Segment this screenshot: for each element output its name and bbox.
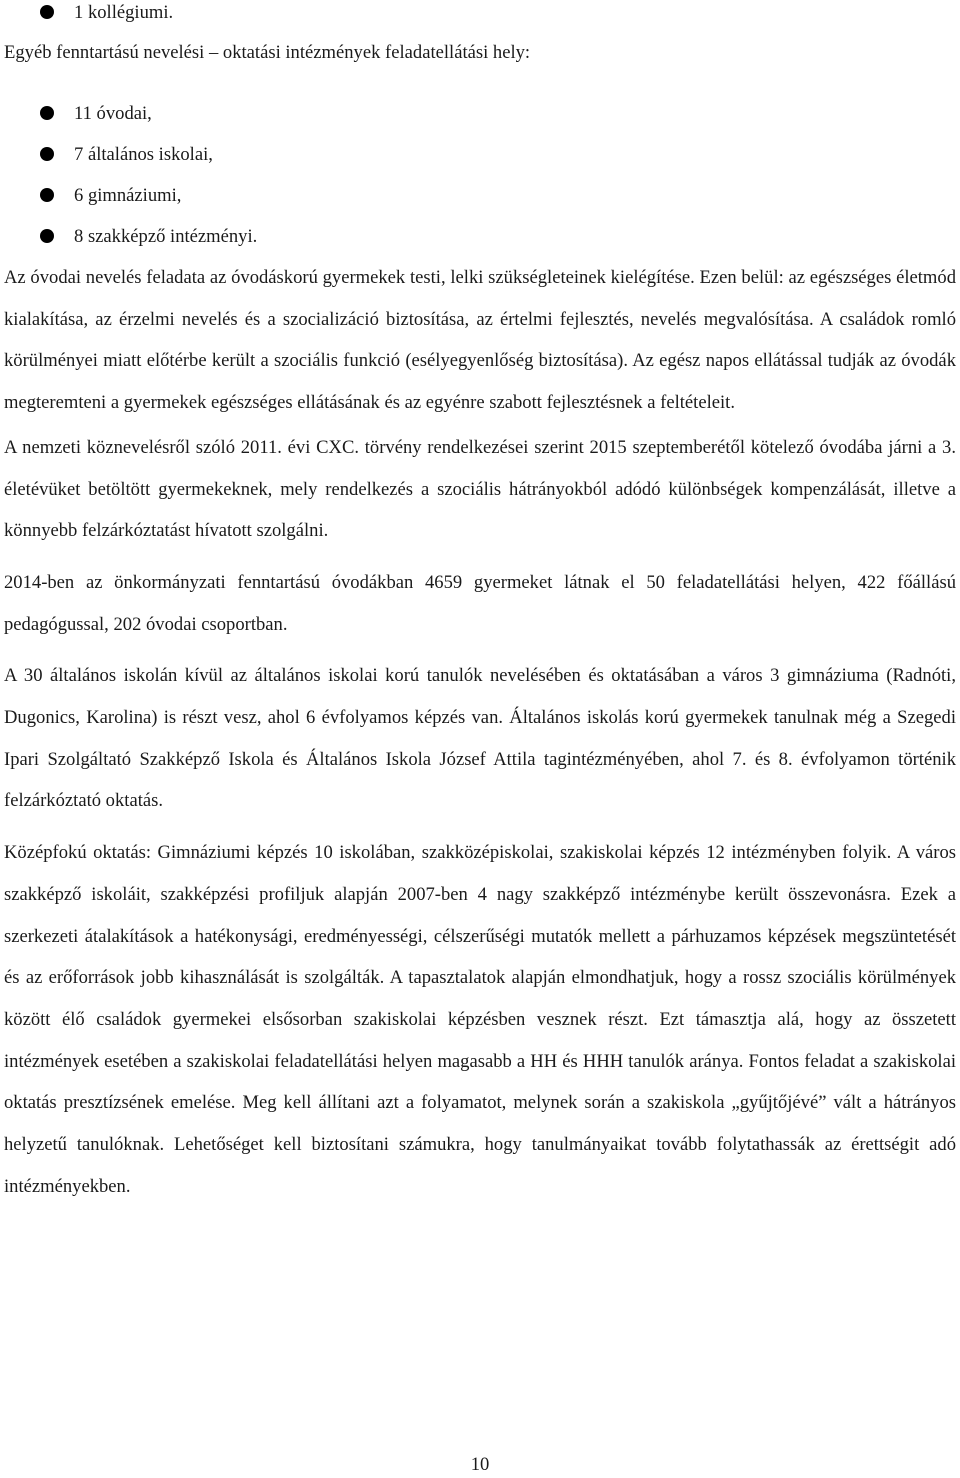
paragraph-kindergarten-education: Az óvodai nevelés feladata az óvodáskorú gyermekek testi, lelki szükségleteinek kielégítése. Ezen belül: az egészséges életmód kialakítása, az érzelmi nevelés és a szocializáció biztosítása, az értelmi fejlesztés, nevelés megvalósítása. A családok romló körülményei miatt előtérbe került a szociális funkció (esélyegyenlőség biztosítása). Az egész napos ellátással tudják az óvodák megteremteni a gyermekek egészséges ellátásának és az egyénre szabott fejlesztésnek a feltételeit. bbox=[4, 267, 956, 414]
list-item-text: 11 óvodai, bbox=[74, 103, 152, 124]
list-item bbox=[4, 224, 956, 265]
bullet-list-institutions bbox=[4, 101, 956, 265]
list-item bbox=[4, 101, 956, 142]
paragraph-compulsory-kindergarten: A nemzeti köznevelésről szóló 2011. évi CXC. törvény rendelkezései szerint 2015 szeptemberétől kötelező óvodába járni a 3. életévüket betöltött gyermekeknek, mely rendelkezés a szociális hátrányokból adódó különbségek kompenzálását, illetve a könnyebb felzárkóztatást hívatott szolgálni. bbox=[4, 436, 956, 542]
list-item bbox=[4, 0, 956, 41]
list-item-text: 6 gimnáziumi, bbox=[74, 185, 182, 206]
bullet-icon bbox=[40, 188, 54, 202]
paragraph-secondary-education: Középfokú oktatás: Gimnáziumi képzés 10 iskolában, szakközépiskolai, szakiskolai képzés 12 intézményben folyik. A város szakképző iskoláit, szakképzési profiljuk alapján 2007-ben 4 nagy szakképző intézménybe került összevonásra. Ezek a szerkezeti átalakítások a hatékonysági, eredményességi, célszerűségi mutatók mellett a párhuzamos képzések megszüntetését és az erőforrások jobb kihasználását is szolgálták. A tapasztalatok alapján elmondhatjuk, hogy a rossz szociális körülmények között élő családok gyermekei elsősorban szakiskolai képzésben vesznek részt. Ezt támasztja alá, hogy az összetett intézmények esetében a szakiskolai feladatellátási helyen magasabb a HH és HHH tanulók aránya. Fontos feladat a szakiskolai oktatás presztízsének emelése. Meg kell állítani azt a folyamatot, melynek során a szakiskola „gyűjtőjévé” vált a hátrányos helyzetű tanulóknak. Lehetőséget kell biztosítani számukra, hogy tanulmányaikat tovább folytathassák az érettségit adó intézményekben. bbox=[4, 842, 956, 1197]
bullet-icon bbox=[40, 229, 54, 243]
list-intro: Egyéb fenntartású nevelési – oktatási intézmények feladatellátási hely: bbox=[4, 42, 531, 63]
paragraph-kindergarten-statistics: 2014-ben az önkormányzati fenntartású óvodákban 4659 gyermeket látnak el 50 feladatellátási helyen, 422 főállású pedagógussal, 202 óvodai csoportban. bbox=[4, 571, 956, 635]
page-number: 10 bbox=[470, 1454, 490, 1475]
list-item-text: 1 kollégiumi. bbox=[74, 2, 174, 23]
paragraph-primary-education: A 30 általános iskolán kívül az általános iskolai korú tanulók nevelésében és oktatásában a város 3 gimnáziuma (Radnóti, Dugonics, Karolina) is részt vesz, ahol 6 évfolyamos képzés van. Általános iskolás korú gyermekek tanulnak még a Szegedi Ipari Szolgáltató Szakképző Iskola és Általános Iskola József Attila tagintézményében, ahol 7. és 8. évfolyamon történik felzárkóztató oktatás. bbox=[4, 665, 956, 812]
document-body bbox=[4, 0, 956, 1207]
bullet-icon bbox=[40, 5, 54, 19]
list-item bbox=[4, 142, 956, 183]
bullet-icon bbox=[40, 147, 54, 161]
bullet-list-top bbox=[4, 0, 956, 41]
list-item-text: 8 szakképző intézményi. bbox=[74, 226, 258, 247]
list-item bbox=[4, 183, 956, 224]
list-item-text: 7 általános iskolai, bbox=[74, 144, 213, 165]
bullet-icon bbox=[40, 106, 54, 120]
